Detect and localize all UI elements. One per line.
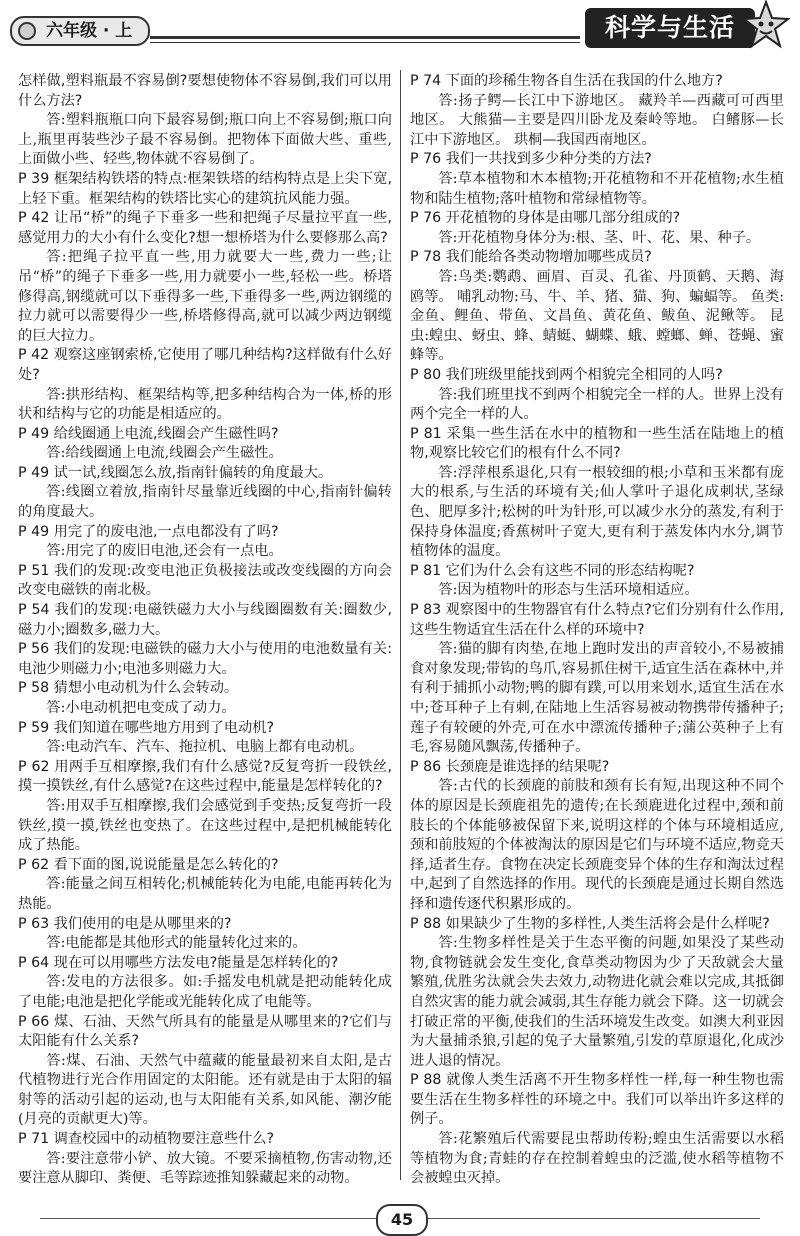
question: P 78 我们能给各类动物增加哪些成员? [410, 249, 652, 266]
question: 怎样做,塑料瓶最不容易倒?要想使物体不容易倒,我们可以用什么方法? [18, 73, 392, 109]
question: P 83 观察图中的生物器官有什么特点?它们分别有什么作用,这些生物适宜生活在什么样的环境中? [410, 602, 784, 638]
right-column [410, 72, 784, 1189]
question: P 74 下面的珍稀生物各自生活在我国的什么地方? [410, 73, 723, 89]
page-number: 45 [376, 1204, 428, 1236]
answer: 答:能量之间互相转化;机械能转化为电能,电能再转化为热能。 [18, 876, 392, 912]
grade-label [10, 16, 150, 46]
answer: 答:要注意带小铲、放大镜。不要采摘植物,伤害动物,还要注意从脚印、粪便、毛等踪迹推知躲藏起来的动物。 [18, 1150, 392, 1187]
question: P 39 框架结构铁塔的特点:框架铁塔的结构特点是上尖下宽,上轻下重。框架结构的铁塔比实心的建筑抗风能力强。 [18, 170, 392, 207]
question: P 56 我们的发现:电磁铁的磁力大小与使用的电池数量有关:电池少则磁力小;电池多则磁力大。 [18, 641, 392, 677]
question: P 81 它们为什么会有这些不同的形态结构呢? [410, 562, 695, 579]
question: P 80 我们班级里能找到两个相貌完全相同的人吗? [410, 366, 723, 383]
answer: 答:草本植物和木本植物;开花植物和不开花植物;水生植物和陆生植物;落叶植物和常绿植物等。 [410, 170, 784, 207]
page-header [0, 0, 800, 62]
question: P 81 采集一些生活在水中的植物和一些生活在陆地上的植物,观察比较它们的根有什么不同? [410, 425, 784, 462]
question: P 58 猜想小电动机为什么会转动。 [18, 680, 239, 697]
brand-title: 科学与生活 [585, 8, 755, 48]
question: P 63 我们使用的电是从哪里来的? [18, 915, 232, 932]
question: P 88 就像人类生活离不开生物多样性一样,每一种生物也需要生活在生物多样性的环境之中。我们可以举出许多这样的例子。 [410, 1072, 784, 1128]
question: P 64 现在可以用哪些方法发电?能量是怎样转化的? [18, 954, 339, 971]
answer: 答:浮萍根系退化,只有一根较细的根;小草和玉米都有庞大的根系,与生活的环境有关;仙人掌叶子退化成刺状,茎绿色、肥厚多汁;松树的叶为针形,可以减少水分的蒸发,有利于保持身体温度;香蕉树叶子宽大,更有利于蒸发体内水分,调节植物体的温度。 [410, 464, 784, 560]
answer: 答:煤、石油、天然气中蕴藏的能量最初来自太阳,是古代植物进行光合作用固定的太阳能。还有就是由于太阳的辐射等的活动引起的运动,也与太阳能有关系,如风能、潮汐能(月亮的贡献更大)等。 [18, 1052, 392, 1128]
answer: 答:扬子鳄—长江中下游地区。 藏羚羊—西藏可可西里地区。 大熊猫—主要是四川卧龙及秦岭等地。 白鳍豚—长江中下游地区。 珙桐—我国西南地区。 [410, 92, 784, 148]
question: P 49 用完了的废电池,一点电都没有了吗? [18, 523, 279, 540]
header-rule [150, 36, 580, 39]
answer: 答:塑料瓶瓶口向下最容易倒;瓶口向上不容易倒;瓶口向上,瓶里再装些沙子最不容易倒。把物体下面做大些、重些,上面做小些、轻些,物体就不容易倒了。 [18, 112, 392, 168]
star-mascot-icon [742, 0, 790, 52]
answer: 答:小电动机把电变成了动力。 [46, 700, 236, 716]
answer: 答:我们班里找不到两个相貌完全一样的人。世界上没有两个完全一样的人。 [410, 386, 784, 423]
answer: 答:电能都是其他形式的能量转化过来的。 [46, 935, 307, 952]
question: P 86 长颈鹿是谁选择的结果呢? [410, 758, 610, 775]
question: P 76 开花植物的身体是由哪几部分组成的? [410, 210, 681, 227]
answer: 答:把绳子拉平直一些,用力就要大一些,费力一些;让吊“桥”的绳子下垂多一些,用力就要小一些,轻松一些。桥塔修得高,钢缆就可以下垂得多一些,下垂得多一些,两边钢缆的拉力就可以需要得少一些,桥塔修得高,就可以减少两边钢缆的巨大拉力。 [18, 249, 392, 344]
question: P 88 如果缺少了生物的多样性,人类生活将会是什么样呢? [410, 915, 770, 932]
answer: 答:古代的长颈鹿的前肢和颈有长有短,出现这种不同个体的原因是长颈鹿祖先的遗传;在长颈鹿进化过程中,颈和前肢长的个体能够被保留下来,说明这样的个体与环境相适应,颈和前肢短的个体被淘汰的原因是它们与环境不适应,物竞天择,适者生存。食物在决定长颈鹿变异个体的生存和淘汰过程中,起到了自然选择的作用。现代的长颈鹿是通过长期自然选择和遗传逐代积累形成的。 [410, 778, 784, 912]
question: P 59 我们知道在哪些地方用到了电动机? [18, 719, 274, 736]
answer: 答:线圈立着放,指南针尽量靠近线圈的中心,指南针偏转的角度最大。 [18, 484, 392, 521]
question: P 49 给线圈通上电流,线圈会产生磁性吗? [18, 425, 279, 442]
answer: 答:因为植物叶的形态与生活环境相适应。 [438, 582, 699, 599]
question: P 66 煤、石油、天然气所具有的能量是从哪里来的?它们与太阳能有什么关系? [18, 1013, 392, 1050]
answer: 答:发电的方法很多。如:手摇发电机就是把动能转化成了电能;电池是把化学能或光能转化成了电能等。 [18, 974, 392, 1010]
question: P 51 我们的发现:改变电池正负极接法或改变线圈的方向会改变电磁铁的南北极。 [18, 562, 392, 599]
answer: 答:猫的脚有肉垫,在地上跑时发出的声音较小,不易被捕食对象发现;带钩的鸟爪,容易抓住树干,适宜生活在森林中,并有利于捕抓小动物;鸭的脚有蹼,可以用来划水,适宜生活在水中;苍耳种子上有刺,在陆地上生活容易被动物携带传播种子;莲子有较硬的外壳,可在水中漂流传播种子;蒲公英种子上有毛,容易随风飘荡,传播种子。 [410, 641, 784, 756]
answer: 答:给线圈通上电流,线圈会产生磁性。 [46, 445, 283, 462]
answer: 答:电动汽车、汽车、拖拉机、电脑上都有电动机。 [46, 739, 364, 756]
question: P 62 用两手互相摩擦,我们有什么感觉?反复弯折一段铁丝,摸一摸铁丝,有什么感觉?在这些过程中,能量是怎样转化的? [18, 758, 392, 795]
answer: 答:用完了的废旧电池,还会有一点电。 [46, 543, 283, 560]
answer: 答:开花植物身体分为:根、茎、叶、花、果、种子。 [438, 229, 761, 246]
answer: 答:生物多样性是关于生态平衡的问题,如果没了某些动物,食物链就会发生变化,食草类动物因为少了天敌就会大量繁殖,优胜劣汰就会失去效力,动物进化就会难以完成,其抵御自然灾害的能力就会减弱,其生存能力就会下降。这一切就会打破正常的平衡,使我们的生活环境发生改变。如澳大利亚因为大量捕杀狼,引起的兔子大量繁殖,引发的草原退化,化成沙进人退的情况。 [410, 935, 784, 1069]
answer: 答:拱形结构、框架结构等,把多种结构合为一体,桥的形状和结构与它的功能是相适应的。 [18, 386, 392, 423]
question: P 49 试一试,线圈怎么放,指南针偏转的角度最大。 [18, 464, 333, 481]
answer: 答:花繁殖后代需要昆虫帮助传粉;蝗虫生活需要以水稻等植物为食;青蛙的存在控制着蝗虫的泛滥,使水稻等植物不会被蝗虫灭掉。 [410, 1131, 784, 1187]
page-footer [0, 1196, 800, 1236]
grade-text: 六年级 · 上 [46, 21, 133, 41]
question: P 42 观察这座钢索桥,它使用了哪几种结构?这样做有什么好处? [18, 347, 392, 383]
left-column [18, 72, 392, 1189]
question: P 62 看下面的图,说说能量是怎么转化的? [18, 856, 279, 873]
answer: 答:用双手互相摩擦,我们会感觉到手变热;反复弯折一段铁丝,摸一摸,铁丝也变热了。在这些过程中,是把机械能转化成了热能。 [18, 797, 392, 854]
question: P 71 调查校园中的动植物要注意些什么? [18, 1131, 274, 1148]
answer: 答:鸟类:鹦鹉、画眉、百灵、孔雀、丹顶鹤、天鹅、海鸥等。 哺乳动物:马、牛、羊、猪、猫、狗、蝙蝠等。 鱼类:金鱼、鲤鱼、带鱼、文昌鱼、黄花鱼、鲅鱼、泥鳅等。 昆虫:蝗虫、蚜虫、蜂、蜻蜓、蝴蝶、蛾、螳螂、蝉、苍蝇、蜜蜂等。 [410, 268, 784, 364]
header-rule-thin [150, 42, 580, 43]
column-divider [400, 70, 401, 1180]
globe-icon [18, 22, 36, 40]
question: P 42 让吊“桥”的绳子下垂多一些和把绳子尽量拉平直一些,感觉用力的大小有什么变化?想一想桥塔为什么要修那么高? [18, 210, 392, 246]
question: P 54 我们的发现:电磁铁磁力大小与线圈圈数有关:圈数少,磁力小;圈数多,磁力大。 [18, 602, 392, 638]
question: P 76 我们一共找到多少种分类的方法? [410, 151, 652, 168]
